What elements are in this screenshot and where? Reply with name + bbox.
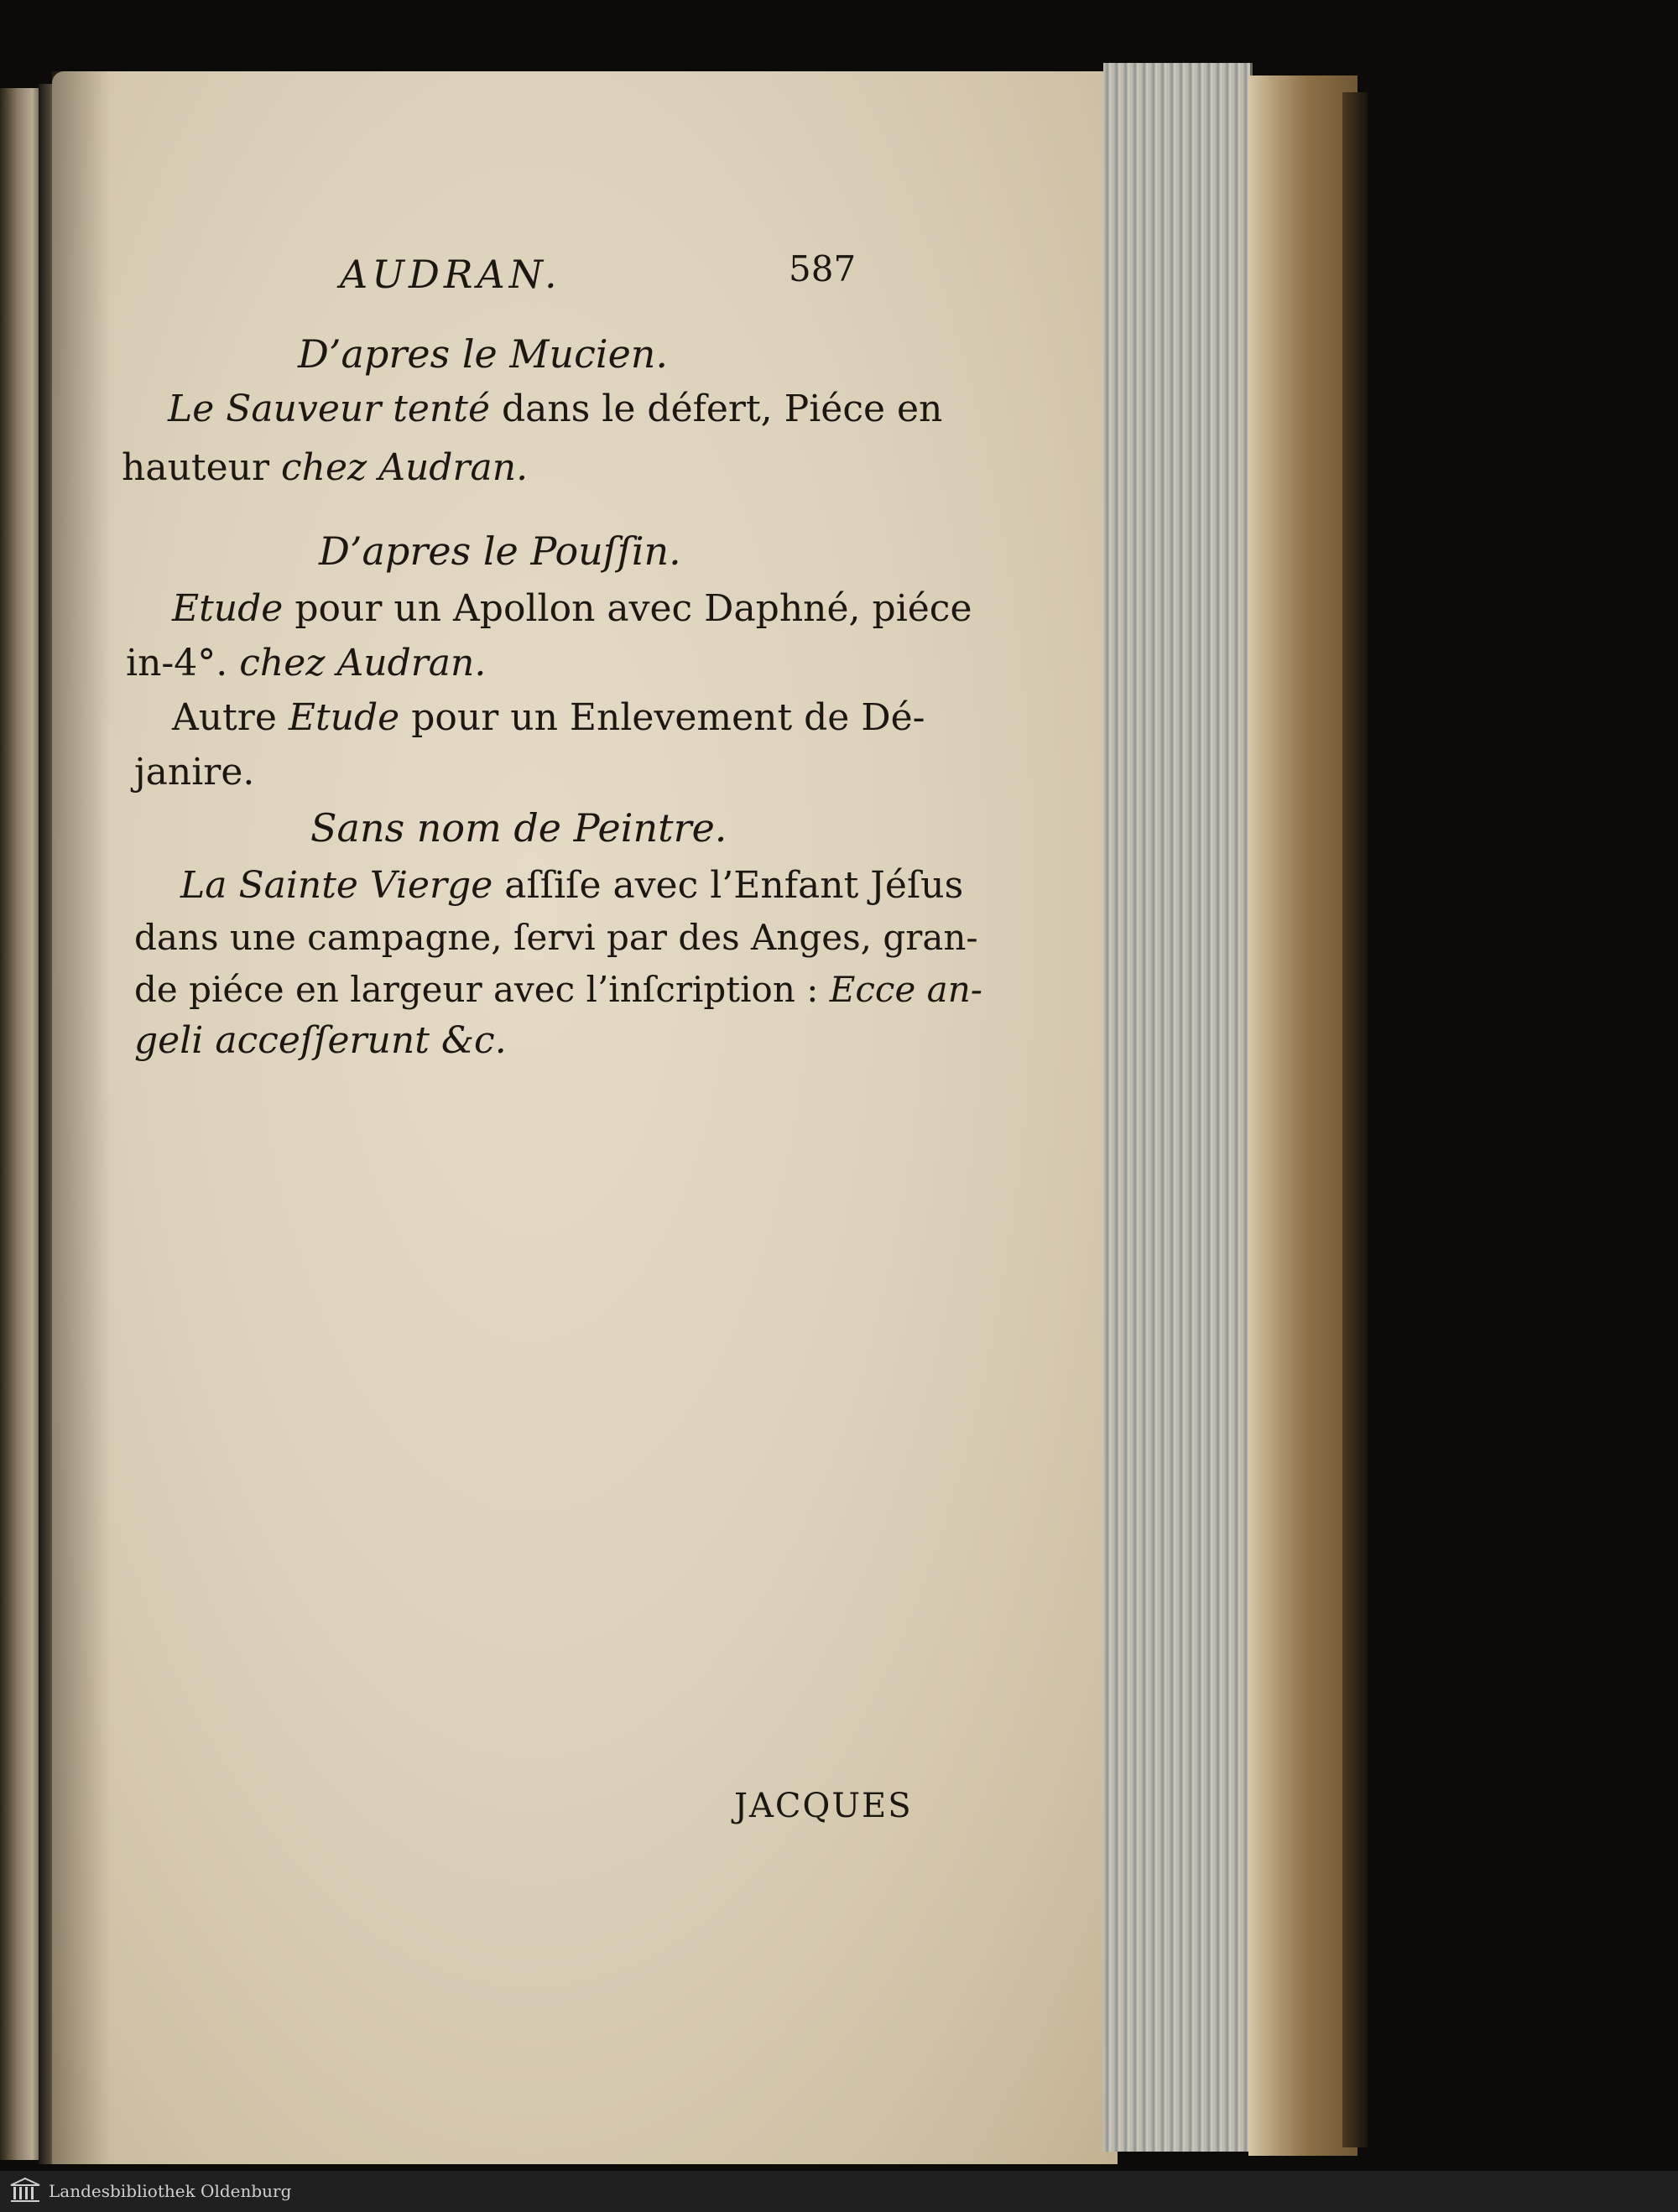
section-heading: D’apres le Mucien. (298, 331, 669, 377)
entry-publisher: chez Audran. (281, 446, 529, 489)
entry-line (172, 696, 925, 739)
book-cover (1248, 75, 1358, 2156)
entry-line (122, 446, 528, 489)
entry-text: pour un Apollon avec Daphné, piéce (294, 587, 972, 630)
page-number: 587 (789, 248, 857, 289)
entry-inscription: Ecce an- (829, 969, 982, 1010)
section-heading: Sans nom de Peintre. (310, 805, 727, 851)
entry-text: hauteur (122, 446, 269, 489)
entry-line (126, 642, 486, 684)
entry-title: Etude (172, 587, 284, 630)
entry-text: aſſiſe avec l’Enfant Jéſus (504, 864, 964, 907)
footer-library-name: Landesbibliothek Oldenburg (49, 2181, 292, 2201)
entry-publisher: chez Audran. (239, 642, 487, 684)
entry-line: dans une campagne, ſervi par des Anges, gran- (134, 917, 978, 958)
entry-title: Etude (288, 696, 400, 739)
cover-edge (1342, 92, 1368, 2147)
running-title: AUDRAN. (340, 252, 561, 297)
footer-bar (0, 2171, 1678, 2212)
entry-text: pour un Enlevement de Dé- (411, 696, 925, 739)
entry-text: Autre (172, 696, 277, 739)
entry-inscription: geli acceſſerunt &c. (134, 1019, 507, 1062)
entry-line: janire. (134, 751, 255, 794)
entry-title: Le Sauveur tenté (168, 388, 490, 430)
page-shadow (52, 71, 111, 2164)
entry-line (168, 388, 942, 430)
page-paper (52, 71, 1118, 2164)
section-heading: D’apres le Pouſſin. (319, 528, 681, 574)
entry-title: La Sainte Vierge (180, 864, 493, 907)
entry-text: de piéce en largeur avec l’inſcription : (134, 969, 819, 1010)
page-block-edges (1103, 63, 1253, 2152)
entry-text: in-4°. (126, 642, 228, 684)
entry-line (134, 969, 982, 1010)
entry-text: dans le défert, Piéce en (502, 388, 943, 430)
left-page-edge (0, 88, 40, 2160)
entry-line (172, 587, 972, 630)
entry-line (180, 864, 963, 907)
library-building-icon (8, 2176, 42, 2204)
catchword: JACQUES (734, 1787, 913, 1825)
